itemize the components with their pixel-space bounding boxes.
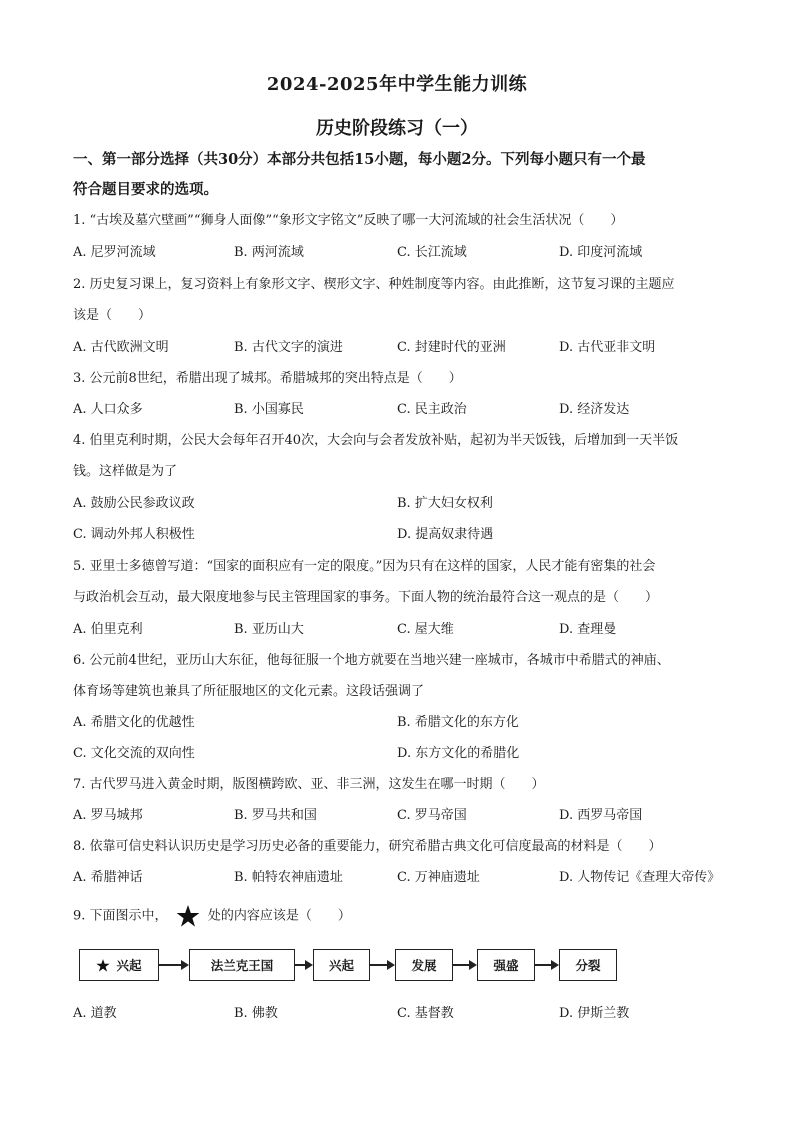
q2-option-a[interactable]: A. 古代欧洲文明	[73, 340, 169, 355]
q8-option-a[interactable]: A. 希腊神话	[73, 870, 143, 885]
q5-option-c[interactable]: C. 屋大维	[397, 622, 454, 637]
q9-option-a[interactable]: A. 道教	[73, 1006, 117, 1021]
star-icon	[96, 959, 110, 972]
q6-option-d[interactable]: D. 东方文化的希腊化	[397, 746, 520, 761]
flow-arrowhead-2	[305, 960, 313, 970]
q5-option-a[interactable]: A. 伯里克利	[73, 622, 143, 637]
flow-box-2	[189, 949, 295, 981]
flow-box-6	[559, 949, 617, 981]
q3-option-a[interactable]: A. 人口众多	[73, 402, 143, 417]
q7-option-a[interactable]: A. 罗马城邦	[73, 808, 143, 823]
q2-option-c[interactable]: C. 封建时代的亚洲	[397, 340, 506, 355]
q9-option-c[interactable]: C. 基督教	[397, 1006, 454, 1021]
q7-option-c[interactable]: C. 罗马帝国	[397, 808, 467, 823]
flow-box-5-label: 强盛	[493, 958, 519, 973]
q1-option-c[interactable]: C. 长江流域	[397, 245, 467, 260]
q1-option-b[interactable]: B. 两河流域	[234, 245, 304, 260]
flow-box-1-label: 兴起	[116, 958, 142, 973]
flow-box-2-label: 法兰克王国	[210, 958, 274, 973]
q4-option-c[interactable]: C. 调动外邦人积极性	[73, 527, 195, 542]
flow-box-4	[395, 949, 453, 981]
exam-title: 2024-2025年中学生能力训练	[266, 74, 528, 95]
question-7-text: 7. 古代罗马进入黄金时期，版图横跨欧、亚、非三洲，这发生在哪一时期（ ）	[73, 777, 545, 792]
star-icon	[176, 905, 200, 927]
question-9-text-part2: 处的内容应该是（ ）	[207, 908, 351, 924]
question-5-text-line1: 5. 亚里士多德曾写道：“国家的面积应有一定的限度。”因为只有在这样的国家，人民才能有密集的社会	[73, 559, 656, 574]
q7-option-d[interactable]: D. 西罗马帝国	[559, 808, 643, 823]
question-5-text-line2: 与政治机会互动，最大限度地参与民主管理国家的事务。下面人物的统治最符合这一观点的是（ ）	[73, 590, 659, 605]
question-1-text: 1. “古埃及墓穴壁画”“狮身人面像”“象形文字铭文”反映了哪一大河流域的社会生活状况（ ）	[73, 213, 624, 228]
q1-option-d[interactable]: D. 印度河流域	[559, 245, 643, 260]
question-6-text-line2: 体育场等建筑也兼具了所征服地区的文化元素。这段话强调了	[73, 684, 425, 699]
q9-option-b[interactable]: B. 佛教	[234, 1006, 278, 1021]
flow-arrowhead-1	[181, 960, 189, 970]
flow-arrow-1	[159, 964, 181, 966]
flow-box-5	[477, 949, 535, 981]
flow-box-6-label: 分裂	[575, 958, 601, 973]
q6-option-b[interactable]: B. 希腊文化的东方化	[397, 715, 519, 730]
q4-option-a[interactable]: A. 鼓励公民参政议政	[73, 496, 195, 511]
q3-option-b[interactable]: B. 小国寡民	[234, 402, 304, 417]
section-heading-line2: 符合题目要求的选项。	[73, 181, 218, 198]
flow-box-4-label: 发展	[411, 958, 437, 973]
flow-arrow-3	[370, 964, 387, 966]
question-9-text-part1: 9. 下面图示中，	[73, 908, 168, 924]
q1-option-a[interactable]: A. 尼罗河流域	[73, 245, 156, 260]
q7-option-b[interactable]: B. 罗马共和国	[234, 808, 317, 823]
flow-box-3-label: 兴起	[328, 958, 354, 973]
exam-subtitle: 历史阶段练习（一）	[316, 118, 478, 139]
question-3-text: 3. 公元前8世纪，希腊出现了城邦。希腊城邦的突出特点是（ ）	[73, 371, 462, 386]
q2-option-d[interactable]: D. 古代亚非文明	[559, 340, 656, 355]
question-6-text-line1: 6. 公元前4世纪，亚历山大东征，他每征服一个地方就要在当地兴建一座城市，各城市中希腊式的神庙、	[73, 653, 670, 668]
question-2-text-line2: 该是（ ）	[73, 308, 152, 323]
question-4-text-line2: 钱。这样做是为了	[73, 464, 178, 479]
q3-option-c[interactable]: C. 民主政治	[397, 402, 467, 417]
question-2-text-line1: 2. 历史复习课上，复习资料上有象形文字、楔形文字、种姓制度等内容。由此推断，这节复习课的主题应	[73, 277, 675, 292]
q5-option-d[interactable]: D. 查理曼	[559, 622, 617, 637]
q9-option-d[interactable]: D. 伊斯兰教	[559, 1006, 630, 1021]
flow-arrow-5	[535, 964, 551, 966]
flow-box-1	[79, 949, 159, 981]
q2-option-b[interactable]: B. 古代文字的演进	[234, 340, 343, 355]
flow-arrowhead-3	[387, 960, 395, 970]
q4-option-b[interactable]: B. 扩大妇女权利	[397, 496, 493, 511]
q6-option-a[interactable]: A. 希腊文化的优越性	[73, 715, 195, 730]
section-heading-line1: 一、第一部分选择（共30分）本部分共包括15小题，每小题2分。下列每小题只有一个最	[73, 151, 646, 168]
question-4-text-line1: 4. 伯里克利时期，公民大会每年召开40次，大会向与会者发放补贴，起初为半天饭钱，后增加到一天半饭	[73, 433, 679, 448]
q3-option-d[interactable]: D. 经济发达	[559, 402, 630, 417]
flow-arrow-4	[453, 964, 469, 966]
question-8-text: 8. 依靠可信史料认识历史是学习历史必备的重要能力，研究希腊古典文化可信度最高的材料是（ ）	[73, 839, 662, 854]
q5-option-b[interactable]: B. 亚历山大	[234, 622, 304, 637]
flow-arrowhead-4	[469, 960, 477, 970]
q8-option-c[interactable]: C. 万神庙遗址	[397, 870, 480, 885]
q6-option-c[interactable]: C. 文化交流的双向性	[73, 746, 195, 761]
flow-arrowhead-5	[551, 960, 559, 970]
flow-arrow-2	[295, 964, 305, 966]
flow-box-3	[313, 949, 370, 981]
q8-option-d[interactable]: D. 人物传记《查理大帝传》	[559, 870, 721, 885]
question-9-text	[73, 905, 733, 927]
q4-option-d[interactable]: D. 提高奴隶待遇	[397, 527, 494, 542]
q8-option-b[interactable]: B. 帕特农神庙遗址	[234, 870, 343, 885]
